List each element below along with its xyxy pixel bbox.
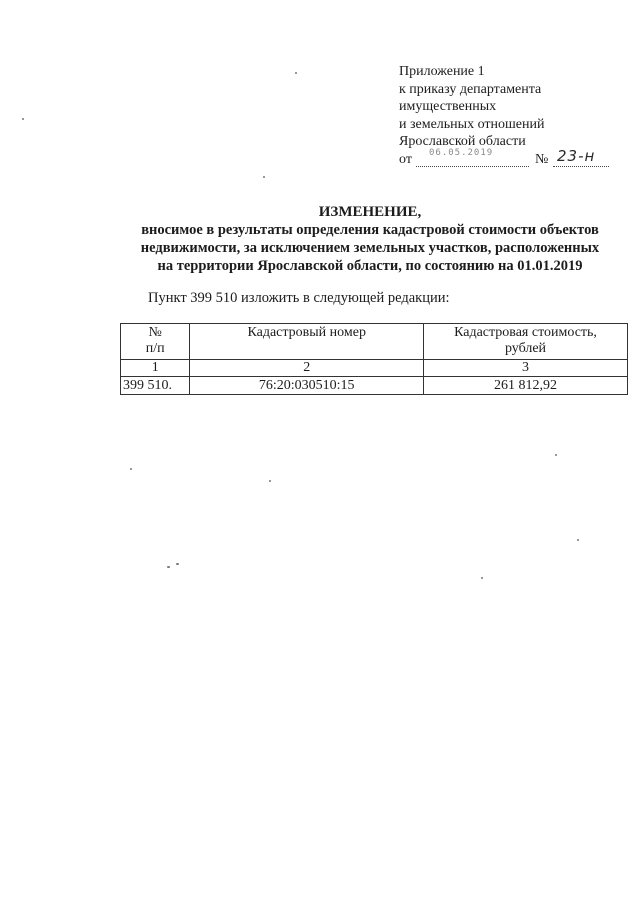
number-label: № <box>535 151 549 167</box>
scan-speck <box>555 454 557 456</box>
date-stamp: 06.05.2019 <box>429 147 494 158</box>
scan-speck <box>269 480 271 482</box>
table-row <box>121 377 628 395</box>
title-line: недвижимости, за исключением земельных участков, расположенных <box>140 240 600 256</box>
row-number-cell: 399 510. <box>121 377 190 395</box>
row-cadastral-value-cell: 261 812,92 <box>424 377 628 395</box>
scan-speck <box>22 118 24 120</box>
appendix-block <box>399 63 629 171</box>
scan-speck <box>263 176 265 178</box>
header-number <box>121 324 190 360</box>
from-label: от <box>399 151 412 167</box>
date-blank <box>416 166 529 167</box>
header-value-line2: рублей <box>504 341 547 356</box>
header-value-line1: Кадастровая стоимость, <box>454 325 597 340</box>
scan-speck <box>295 72 297 74</box>
number-blank <box>553 166 609 167</box>
scan-speck <box>130 468 132 470</box>
appendix-line: к приказу департамента <box>399 81 542 97</box>
title-heading: ИЗМЕНЕНИЕ, <box>318 204 422 220</box>
row-cadastral-number-cell: 76:20:030510:15 <box>190 377 424 395</box>
scan-speck <box>577 539 579 541</box>
appendix-line: Приложение 1 <box>399 64 485 79</box>
appendix-line: и земельных отношений <box>399 116 545 132</box>
appendix-line: имущественных <box>399 99 497 114</box>
document-title <box>100 203 640 275</box>
date-number-line <box>399 146 629 171</box>
title-line: на территории Ярославской области, по состоянию на 01.01.2019 <box>157 258 583 274</box>
header-cadastral-number: Кадастровый номер <box>190 324 424 360</box>
table-header-row <box>121 324 628 360</box>
scan-speck <box>176 563 179 565</box>
handwritten-number: 23-н <box>557 146 596 165</box>
index-cell: 2 <box>190 360 424 377</box>
header-number-line2: п/п <box>145 341 165 356</box>
header-cadastral-value <box>424 324 628 360</box>
cadastral-table <box>120 323 628 395</box>
index-cell: 1 <box>121 360 190 377</box>
table-index-row <box>121 360 628 377</box>
body-paragraph: Пункт 399 510 изложить в следующей редакции: <box>148 290 450 306</box>
scan-speck <box>167 566 170 568</box>
appendix-line: Ярославской области <box>399 134 526 149</box>
title-line: вносимое в результаты определения кадастровой стоимости объектов <box>141 222 599 238</box>
header-number-line1: № <box>148 325 162 340</box>
index-cell: 3 <box>424 360 628 377</box>
scan-speck <box>481 577 483 579</box>
